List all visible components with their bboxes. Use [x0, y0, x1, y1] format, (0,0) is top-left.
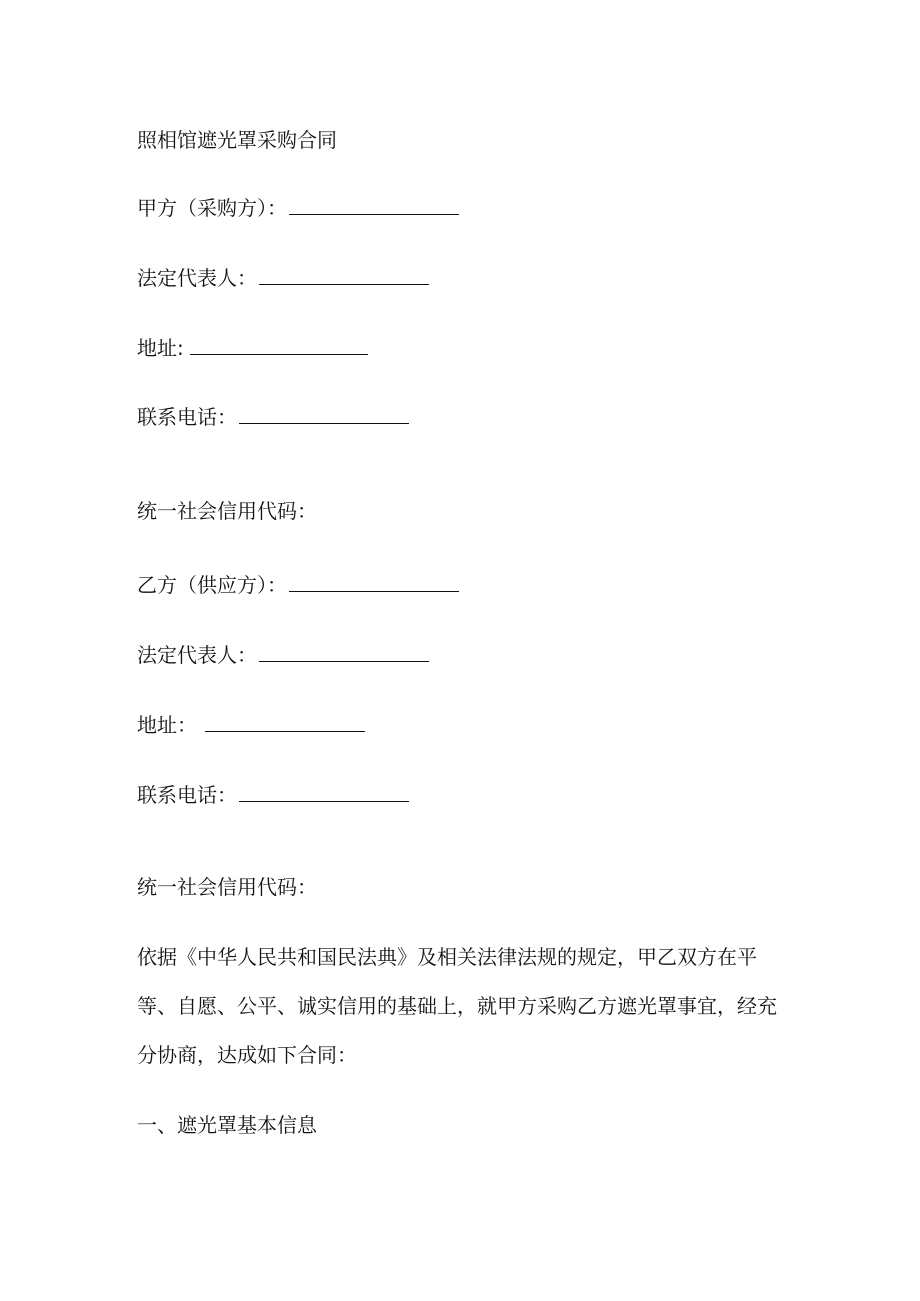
preamble-line-3: 分协商，达成如下合同： [137, 1043, 357, 1067]
party-a-credit-code-label: 统一社会信用代码： [137, 499, 317, 523]
document-title: 照相馆遮光罩采购合同 [137, 128, 337, 152]
party-b-phone-blank[interactable] [239, 781, 409, 802]
preamble-line-1: 依据《中华人民共和国民法典》及相关法律法规的规定，甲乙双方在平 [137, 945, 757, 969]
party-a-phone-blank[interactable] [239, 403, 409, 424]
party-b-rep-row [137, 641, 429, 669]
party-b-name-label: 乙方（供应方）： [137, 573, 287, 597]
party-b-rep-label: 法定代表人： [137, 643, 257, 667]
party-a-address-label: 地址: [137, 336, 184, 360]
party-a-phone-row [137, 403, 409, 431]
preamble-line-2: 等、自愿、公平、诚实信用的基础上，就甲方采购乙方遮光罩事宜，经充 [137, 994, 777, 1018]
party-b-address-row [137, 711, 365, 739]
party-a-address-blank[interactable] [190, 334, 368, 355]
party-b-phone-label: 联系电话： [137, 783, 237, 807]
party-b-address-blank[interactable] [205, 711, 365, 732]
party-a-name-blank[interactable] [289, 194, 459, 215]
party-b-address-label: 地址： [137, 713, 197, 737]
party-b-phone-row [137, 781, 409, 809]
party-a-rep-blank[interactable] [259, 264, 429, 285]
party-a-name-row [137, 194, 459, 222]
party-a-address-row [137, 334, 368, 362]
party-b-name-blank[interactable] [289, 571, 459, 592]
party-b-credit-code-label: 统一社会信用代码： [137, 875, 317, 899]
party-a-phone-label: 联系电话： [137, 405, 237, 429]
party-a-rep-row [137, 264, 429, 292]
party-a-name-label: 甲方（采购方）： [137, 196, 287, 220]
section-1-heading: 一、遮光罩基本信息 [137, 1113, 317, 1137]
party-b-name-row [137, 571, 459, 599]
party-b-rep-blank[interactable] [259, 641, 429, 662]
party-a-rep-label: 法定代表人： [137, 266, 257, 290]
